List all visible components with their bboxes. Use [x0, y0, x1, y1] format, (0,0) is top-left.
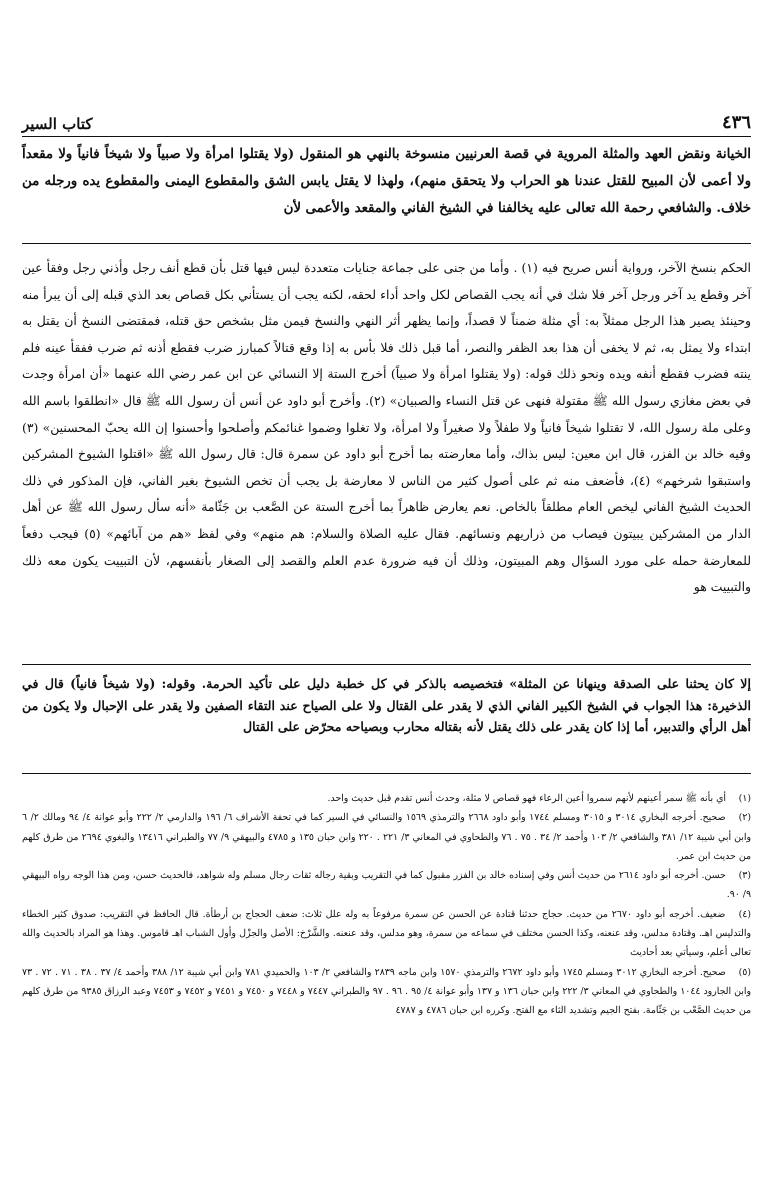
- footnote: (٥) صحيح. أخرجه البخاري ٣٠١٢ ومسلم ١٧٤٥ وأبو داود ٢٦٧٢ والترمذي ١٥٧٠ وابن ماجه ٢٨٣٩ والشافعي ٢/ ١٠٣ والحميدي ٧٨١ وابن أبي شيبة ١٢/ ٣٨٨ وأحمد ٤/ ٣٧ . ٣٨ . ٧١ . ٧٢ . ٧٣ وابن الجارود ١٠٤٤ والطحاوي في المعاني ٣/ ٢٢٢ وابن حبان ١٣٦ و ١٣٧ وأبو عوانة ٤/ ٩٥ . ٩٦ . ٩٧ والطبراني ٧٤٤٧ و ٧٤٤٨ و ٧٤٥٠ و ٧٤٥١ و ٧٤٥٢ و ٧٤٥٣ وعبد الرزاق ٩٣٨٥ من طرق كلهم من حديث الصَّعْب بن جَثّامة. بفتح الجيم وتشديد الثاء مع الفتح. وكرره ابن حبان ٤٧٨٦ و ٤٧٨٧: [22, 966, 752, 1017]
- footnote: (٤) ضعيف. أخرجه أبو داود ٢٦٧٠ من حديث. حجاج حدثنا قتادة عن الحسن عن سمرة مرفوعاً به وله علل ثلاث: ضعف الحجاج بن أرطأة. قال الحافظ في التقريب: صدوق كثير الخطاء والتدليس اهـ. وقتادة مدلس، وقد عنعنه، وكذا الحسن مختلف في سماعه من سمرة، وهو مدلس، وقد عنعنه. والشَّرْخ: الأصل والجزْل وأول الشباب اهـ قاموس. وهذا هو المراد بالحديث والله تعالى أعلم، وسيأتي بعد أحاديث: [22, 908, 751, 959]
- page-header: [22, 104, 751, 137]
- commentary-sharh: الحكم بنسخ الآخر، ورواية أنس صريح فيه (١) . وأما من جنى على جماعة جنايات متعددة ليس فيها قتل بأن قطع أنف رجل وأذني رجل وفقأ عين آخر وقطع يد آخر ورجل آخر فلا شك في أنه يجب القصاص لكل واحد أداء لحقه، لكنه يجب أن يستأني بكل قصاص بعد الذي قبله إلى أن يبرأ منه وحينئذ يصير هذا الرجل ممثلاً به: أي مثلة ضمناً لا قصداً، وإنما يظهر أثر النهي والنسخ فيمن مثل بشخص حق قتله، فمقتضى النسخ أن يقتل به ابتداء ولا يمثل به، ثم لا يخفى أن هذا بعد الظفر والنصر، أما قبل ذلك فلا بأس به إذا وقع قتالاً كمبارز ضرب فقطع أذنه ثم ضرب ففقأ عينه فلم ينته فضرب فقطع أنفه ويده ونحو ذلك قوله: (ولا يقتلوا امرأة ولا صبياً) أخرج الستة إلا النسائي عن ابن عمر رضي الله عنهما «أن امرأة وجدت في بعض مغازي رسول الله ﷺ مقتولة فنهى عن قتل النساء والصبيان» (٢). وأخرج أبو داود عن أنس أن رسول الله ﷺ قال «انطلقوا باسم الله وعلى ملة رسول الله، لا تقتلوا شيخاً فانياً ولا طفلاً ولا صغيراً ولا امرأة، ولا تغلوا وضموا غنائمكم وأصلحوا وأحسنوا إن الله يحبّ المحسنين» (٣) وفيه خالد بن الفزر، قال ابن معين: ليس بذاك، وأما معارضته بما أخرج أبو داود عن سمرة قال: قال رسول الله ﷺ «اقتلوا الشيوخ المشركين واستبقوا شرخهم» (٤)، فأضعف منه ثم على أصول كثير من الناس لا معارضة بل يجب أن تخص الشيوخ بغير الفاني، فإن المذكور في ذلك الحديث الشيخ الفاني ليخص العام مطلقاً بالخاص. نعم يعارض ظاهراً بما أخرج الستة عن الصَّعب بن جَثّامة «أنه سأل رسول الله ﷺ عن أهل الدار من المشركين يبيتون فيصاب من ذراريهم ونسائهم. فقال عليه الصلاة والسلام: هم منهم» وفي لفظ «هم من آبائهم» (٥) فيجب دفعاً للمعارضة حمله على مورد السؤال وهم المبيتون، وذلك أن فيه ضرورة عدم العلم والقصد إلى الصغار بأنفسهم، لأن التبييت يكون معه ذلك والتبييت هو: [22, 260, 751, 595]
- divider-sharh: [22, 664, 751, 665]
- footnote: (٢) صحيح. أخرجه البخاري ٣٠١٤ و ٣٠١٥ ومسلم ١٧٤٤ وأبو داود ٢٦٦٨ والترمذي ١٥٦٩ والنسائي في السير كما في تحفة الأشراف ٦/ ١٩٦ والدارمي ٢/ ٢٢٢ وأبو عوانة ٤/ ٩٤ ومالك ٢/ ٦ وابن أبي شيبة ١٢/ ٣٨١ والشافعي ٢/ ١٠٣ وأحمد ٢/ ٣٤ . ٧٥ . ٧٦ والطحاوي في المعاني ٣/ ٢٢١ . ٢٢٠ وابن حبان ١٣٥ و ٤٧٨٥ والبيهقي ٩/ ٧٧ والطبراني ١٣٤١٦ والبغوي ٢٦٩٤ من طرق كلهم من حديث ابن عمر.: [22, 812, 752, 862]
- page-number: ٤٣٦: [721, 112, 751, 133]
- divider-footnotes: [22, 773, 751, 774]
- footnote: (١) أي بأنه ﷺ سمر أعينهم لأنهم سمروا أعين الرعاء فهو قصاص لا مثلة، وحدث أنس تقدم قبل حديث واحد.: [327, 793, 751, 804]
- divider-matn: [22, 243, 751, 244]
- running-title: كتاب السير: [22, 115, 93, 133]
- marginal-commentary: إلا كان يحثنا على الصدقة وينهانا عن المثلة» فتخصيصه بالذكر في كل خطبة دليل على تأكيد الحرمة. وقوله: (ولا شيخاً فانياً) قال في الذخيرة: هذا الجواب في الشيخ الكبير الفاني الذي لا يقدر على القتال ولا على الصياح عند التقاء الصفين ولا يقدر على الإحبال ولا يكون من أهل الرأي والتدبير، أما إذا كان يقدر على ذلك يقتل لأنه بقتاله محارب وبصياحه محرّض على القتال: [22, 676, 751, 734]
- footnote: (٣) حسن. أخرجه أبو داود ٢٦١٤ من حديث أنس وفي إسناده خالد بن الفزر مقبول كما في التقريب وبقية رجاله ثقات رجال مسلم وله شواهد، فالحديث حسن، ومن هذا الوجه رواه البيهقي ٩/ ٩٠.: [22, 870, 751, 901]
- main-text-matn: الخيانة ونقض العهد والمثلة المروية في قصة العرنيين منسوخة بالنهي هو المنقول (ولا يقتلوا امرأة ولا صبياً ولا شيخاً فانياً ولا مقعداً ولا أعمى لأن المبيح للقتل عندنا هو الحراب ولا يتحقق منهم)، ولهذا لا يقتل يابس الشق والمقطوع اليمنى والمقطوع يده ورجله من خلاف. والشافعي رحمة الله تعالى عليه يخالفنا في الشيخ الفاني والمقعد والأعمى لأن: [22, 147, 751, 216]
- footnotes: [22, 789, 751, 1021]
